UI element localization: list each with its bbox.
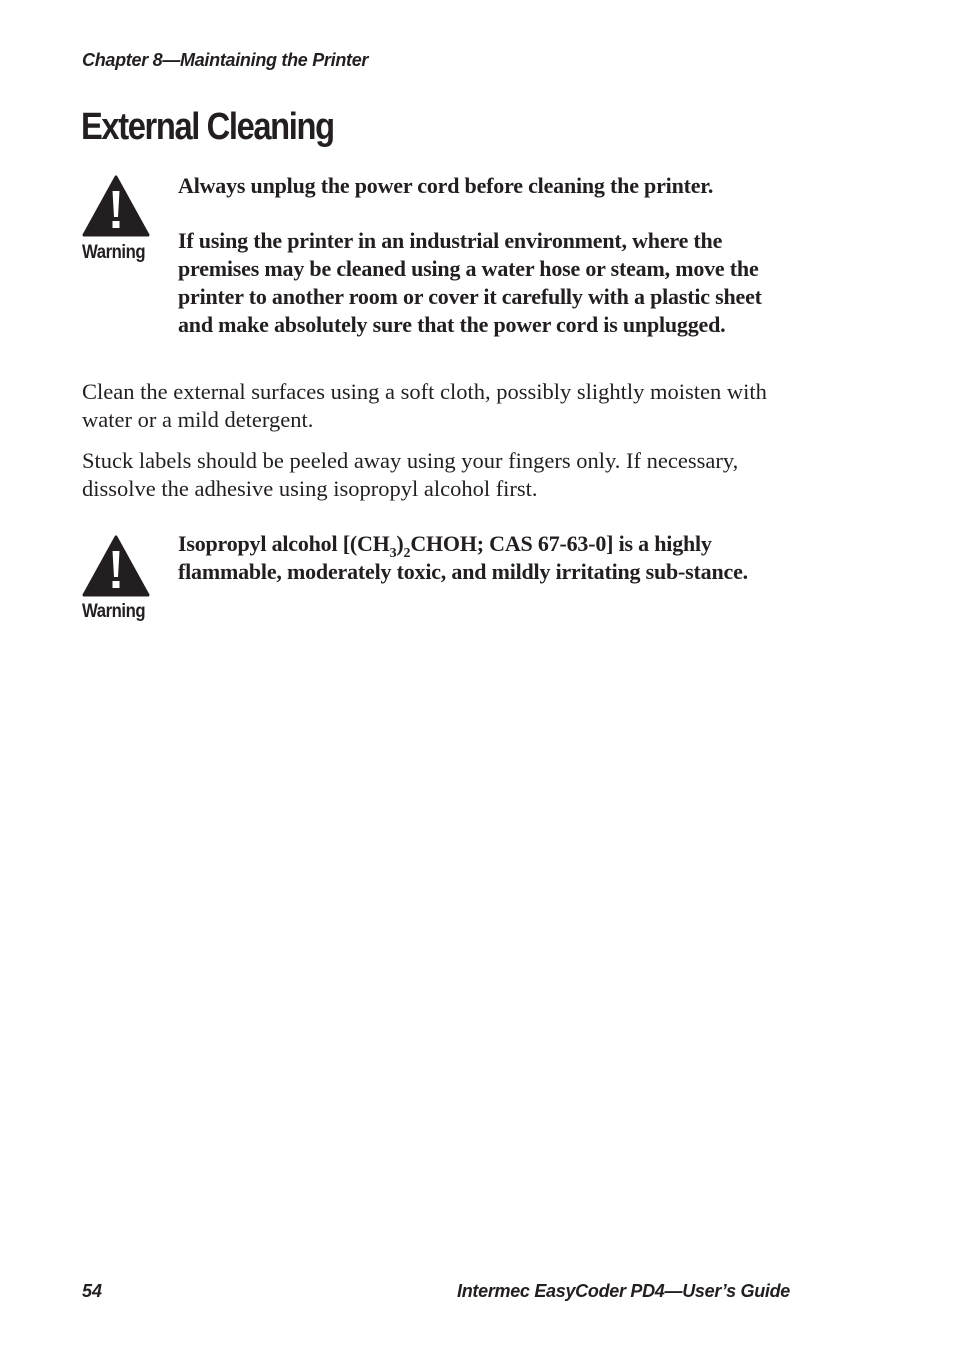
body-paragraph: Clean the external surfaces using a soft cloth, possibly slightly moisten with water or a mild detergent. (82, 379, 767, 432)
warning-label: Warning (82, 601, 146, 622)
text-segment: Isopropyl alcohol [(CH (178, 531, 390, 556)
warning-triangle-icon (82, 535, 150, 597)
warning-triangle-icon (82, 175, 150, 237)
subscript: 3 (389, 546, 397, 561)
running-head: Chapter 8—Maintaining the Printer (82, 50, 369, 70)
text-segment: ) (396, 531, 404, 556)
warning-paragraph (178, 530, 793, 586)
page-title: External Cleaning (81, 106, 334, 148)
body-paragraph: Stuck labels should be peeled away using your fingers only. If necessary, dissolve the adhesive using isopropyl alcohol first. (82, 448, 739, 501)
page-number: 54 (82, 1281, 103, 1301)
warning-label: Warning (82, 242, 146, 263)
warning-text (178, 530, 793, 586)
guide-title: Intermec EasyCoder PD4—User’s Guide (457, 1281, 790, 1301)
warning-text (178, 172, 793, 339)
text-segment: CHOH; CAS 67-63-0] is a highly flammable, moderately toxic, and mildly irritating sub-stance. (178, 531, 748, 584)
warning-paragraph: Always unplug the power cord before cleaning the printer. (178, 173, 714, 198)
subscript: 2 (403, 546, 411, 561)
warning-paragraph: If using the printer in an industrial environment, where the premises may be cleaned using a water hose or steam, move the printer to another room or cover it carefully with a plastic sheet and make absolutely sure that the power cord is unplugged. (178, 228, 762, 337)
